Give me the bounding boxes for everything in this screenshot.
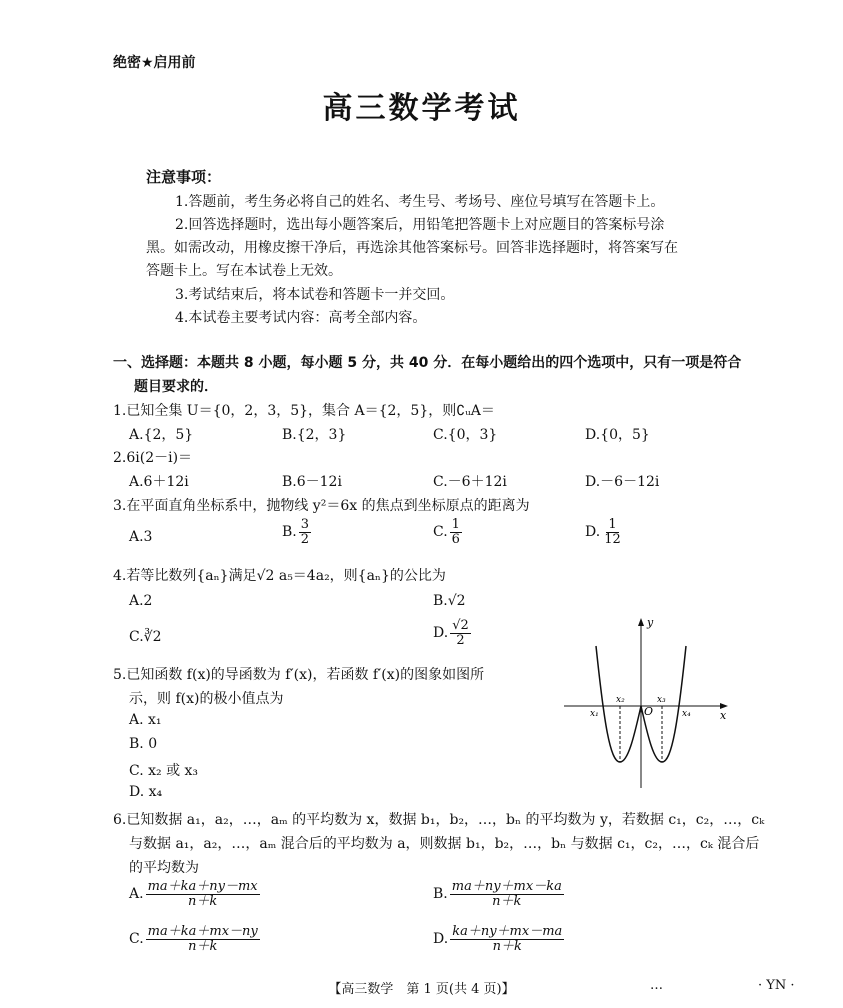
q2-option-a: A.6＋12i [129, 474, 189, 490]
page-footer: 【高三数学 第 1 页(共 4 页)】 [328, 982, 515, 997]
q4-option-c: C.∛2 [129, 629, 162, 645]
q3-option-b: B. $\frac{3}{2}$ [282, 517, 310, 547]
q1-stem: 1.已知全集 U＝{0，2，3，5}，集合 A＝{2，5}，则∁ᵤA＝ [113, 403, 495, 419]
derivative-graph-figure [560, 612, 740, 792]
y-axis-arrow [638, 618, 644, 626]
q6-option-c: C. $\frac{ma+ka+mx-ny}{n+k}$ [129, 924, 258, 954]
q5-option-d: D. x₄ [129, 784, 163, 800]
confidential-label: 绝密★启用前 [113, 55, 196, 71]
section-heading: 一、选择题：本题共 8 小题，每小题 5 分，共 40 分．在每小题给出的四个选项中，只有一项是符合 [113, 355, 742, 371]
q3-stem: 3.在平面直角坐标系中，抛物线 y²＝6x 的焦点到坐标原点的距离为 [113, 498, 530, 514]
q1-option-d: D.{0，5} [585, 427, 650, 443]
q6-stem-line-2: 与数据 a₁，a₂，…，aₘ 混合后的平均数为 a，则数据 b₁，b₂，…，bₙ 与数据 c₁，c₂，…，cₖ 混合后 [129, 836, 760, 852]
footer-dots: … [650, 978, 663, 993]
q1-option-a: A.{2，5} [129, 427, 194, 443]
notice-line-3: 黑。如需改动，用橡皮擦干净后，再选涂其他答案标号。回答非选择题时，将答案写在 [146, 240, 678, 256]
q3-option-d: D. $\frac{1}{12}$ [585, 517, 621, 547]
q6-stem-line-1: 6.已知数据 a₁，a₂，…，aₘ 的平均数为 x，数据 b₁，b₂，…，bₙ 的平均数为 y，若数据 c₁，c₂，…，cₖ [113, 812, 765, 828]
q2-option-c: C.－6＋12i [433, 474, 507, 490]
q5-option-a: A. x₁ [129, 712, 162, 728]
label-x2: x₂ [616, 695, 625, 705]
q4-option-b: B.√2 [433, 593, 466, 609]
notice-line-5: 3.考试结束后，将本试卷和答题卡一并交回。 [175, 287, 455, 303]
q5-option-c: C. x₂ 或 x₃ [129, 763, 199, 779]
q2-option-b: B.6－12i [282, 474, 342, 490]
q6-stem-line-3: 的平均数为 [129, 860, 199, 876]
q3-option-a: A.3 [129, 529, 153, 545]
q1-option-c: C.{0，3} [433, 427, 498, 443]
label-origin: O [644, 705, 654, 718]
q5-option-b: B. 0 [129, 736, 158, 752]
label-x3: x₃ [657, 695, 666, 705]
q2-stem: 2.6i(2－i)＝ [113, 450, 193, 466]
exam-title: 高三数学考试 [322, 91, 521, 126]
q4-option-a: A.2 [129, 593, 153, 609]
section-heading-cont: 题目要求的． [134, 379, 218, 395]
q5-stem-line-2: 示，则 f(x)的极小值点为 [129, 691, 284, 707]
label-x: x [720, 709, 727, 722]
q1-option-b: B.{2，3} [282, 427, 347, 443]
label-x1: x₁ [590, 709, 599, 719]
q6-option-a: A. $\frac{ma+ka+ny-mx}{n+k}$ [129, 879, 258, 909]
label-x4: x₄ [682, 709, 691, 719]
q6-option-b: B. $\frac{ma+ny+mx-ka}{n+k}$ [433, 879, 562, 909]
footer-tag: · YN · [758, 978, 795, 993]
notice-line-6: 4.本试卷主要考试内容：高考全部内容。 [175, 310, 427, 326]
notice-line-1: 1.答题前，考生务必将自己的姓名、考生号、考场号、座位号填写在答题卡上。 [175, 194, 665, 210]
q4-option-d: D. $\frac{√2}{2}$ [433, 618, 469, 648]
q2-option-d: D.－6－12i [585, 474, 660, 490]
notice-line-2: 2.回答选择题时，选出每小题答案后，用铅笔把答题卡上对应题目的答案标号涂 [175, 217, 665, 233]
q3-option-c: C. $\frac{1}{6}$ [433, 517, 460, 547]
q4-stem: 4.若等比数列{aₙ}满足√2 a₅＝4a₂，则{aₙ}的公比为 [113, 568, 446, 584]
q6-option-d: D. $\frac{ka+ny+mx-ma}{n+k}$ [433, 924, 563, 954]
q5-stem-line-1: 5.已知函数 f(x)的导函数为 f′(x)，若函数 f′(x)的图象如图所 [113, 667, 485, 683]
notice-heading: 注意事项： [146, 168, 222, 186]
label-y: y [647, 616, 654, 629]
notice-line-4: 答题卡上。写在本试卷上无效。 [146, 263, 342, 279]
